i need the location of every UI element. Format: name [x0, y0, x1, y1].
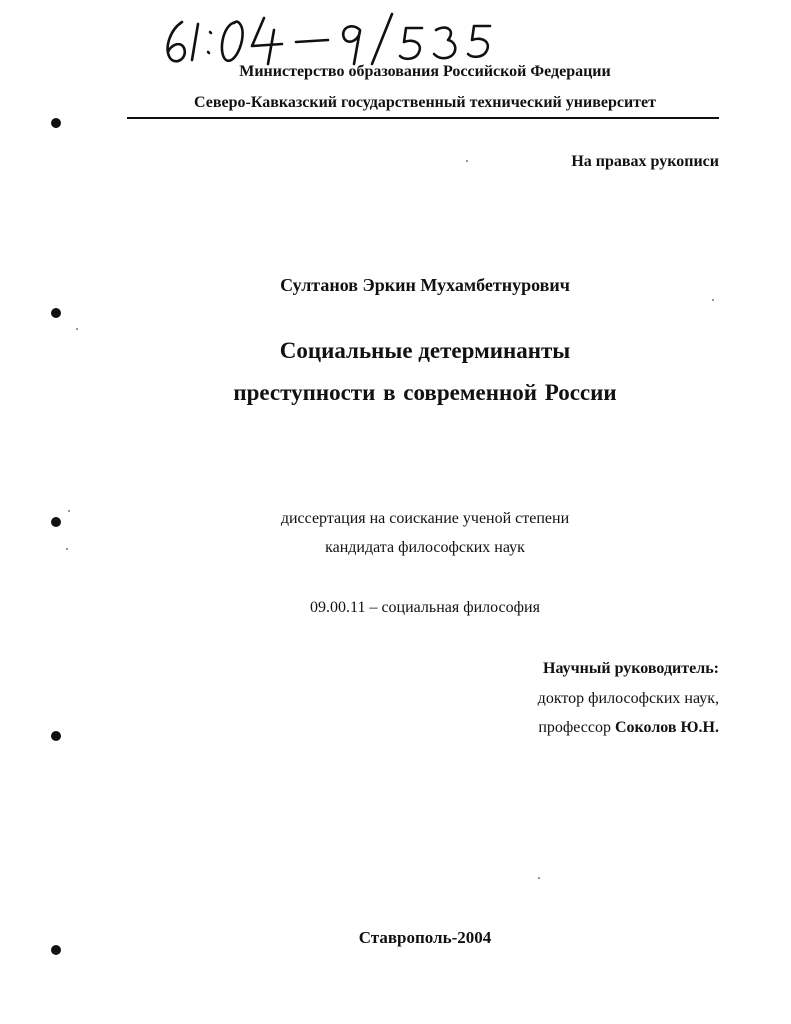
dissertation-title-line-1: Социальные детерминанты: [279, 338, 571, 363]
handwritten-archive-number: [160, 8, 520, 68]
supervisor-heading: Научный руководитель:: [543, 660, 719, 677]
specialty-code: 09.00.11 – социальная философия: [310, 599, 540, 616]
supervisor-name: Соколов Ю.Н.: [614, 719, 719, 736]
degree-line-2: кандидата философских наук: [325, 539, 525, 556]
binding-hole: [51, 118, 61, 128]
handwritten-archive-number-drawing: [160, 8, 520, 68]
supervisor-name-line: [538, 719, 719, 737]
scan-speck: [712, 299, 714, 301]
scan-speck: [68, 510, 70, 512]
city-year: Ставрополь-2004: [358, 928, 492, 947]
scan-speck: [76, 328, 78, 330]
binding-hole: [51, 945, 61, 955]
author-name: Султанов Эркин Мухамбетнурович: [280, 275, 570, 295]
university-name: Северо-Кавказский государственный технический университет: [194, 94, 656, 111]
scan-speck: [466, 160, 468, 162]
supervisor-degree: доктор философских наук,: [537, 690, 719, 707]
scan-speck: [538, 877, 540, 879]
binding-hole: [51, 517, 61, 527]
binding-hole: [51, 308, 61, 318]
header-divider: [127, 117, 719, 119]
ministry-name: Министерство образования Российской Федерации: [239, 63, 611, 80]
rights-notice: На правах рукописи: [571, 153, 719, 170]
binding-hole: [51, 731, 61, 741]
degree-line-1: диссертация на соискание ученой степени: [280, 510, 570, 527]
dissertation-title-line-2: преступности в современной России: [233, 380, 617, 405]
supervisor-rank: профессор: [538, 719, 611, 736]
scan-speck: [66, 548, 68, 550]
